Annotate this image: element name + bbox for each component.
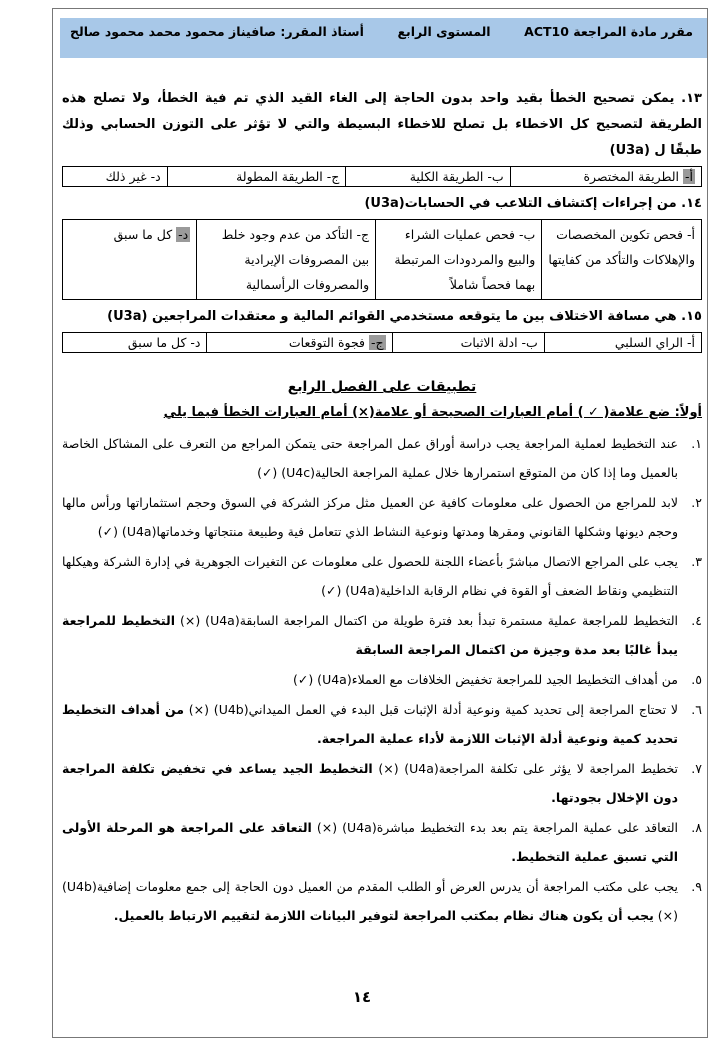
course-level: المستوى الرابع [397,24,491,39]
page-header [60,18,707,58]
page-content [62,86,702,931]
question-15: ١٥. هي مسافة الاختلاف بين ما يتوقعه مستخدمي القوائم المالية و معتقدات المراجعين (U3a) [107,309,702,324]
list-item: ٩. يجب على مكتب المراجعة أن يدرس العرض أو الطلب المقدم من العميل دون الحاجة إلى جمع معلومات إضافية(U4b) (×) يجب أن يكون هناك نظام بمكتب المراجعة لتوفير البيانات اللازمة لتقييم الارتباط بالعميل. [62,879,702,923]
list-item: ٤. التخطيط للمراجعة عملية مستمرة تبدأ بعد فترة طويلة من اكتمال المراجعة السابقة(U4a) (×) التخطيط للمراجعة يبدأ غالبًا بعد مدة وجيزة من اكتمال المراجعة السابقة [62,613,702,657]
statement-list [62,429,702,930]
option-d: د- كل ما سبق [63,333,207,353]
course-title: مقرر مادة المراجعة ACT10 [524,24,693,39]
option-b: ب- ادلة الاثبات [392,333,544,353]
section-title: تطبيقات على الفصل الرابع [287,379,477,395]
option-c: ج- الطريقة المطولة [167,167,346,187]
instruction-text: : ضع علامة( ✓ ) أمام العبارات الصحيحة أو علامة(×) أمام العبارات الخطأ فيما يلي [163,405,680,420]
option-a: أ- الراي السلبي [544,333,701,353]
question-15-options [62,332,702,353]
list-item: ٥. من أهداف التخطيط الجيد للمراجعة تخفيض الخلافات مع العملاء(U4a) (✓) [292,672,702,687]
option-b: ب- فحص عمليات الشراء والبيع والمردودات المرتبطة بهما فحصاً شاملاً [376,220,542,300]
option-c: ج- فجوة التوقعات [207,333,392,353]
answer-marker: أ- [685,169,693,184]
question-14-options [62,219,702,300]
page-number: ١٤ [352,988,372,1006]
option-d: د- كل ما سبق [63,220,197,300]
option-d: د- غير ذلك [63,167,168,187]
list-item: ٣. يجب على المراجع الاتصال مباشرً بأعضاء اللجنة للحصول على معلومات عن التغيرات الجوهرية في إدارة الشركة وهيكلها التنظيمي ونقاط الضعف أو القوة في نظام الرقابة الداخلية(U4a) (✓) [62,554,702,598]
option-c: ج- التأكد من عدم وجود خلط بين المصروفات الإيرادية والمصروفات الرأسمالية [197,220,376,300]
option-a: أ- فحص تكوين المخصصات والإهلاكات والتأكد من كفايتها [542,220,702,300]
option-a: أ- الطريقة المختصرة [510,167,701,187]
list-item: ٦. لا تحتاج المراجعة إلى تحديد كمية ونوعية أدلة الإثبات قبل البدء في العمل الميداني(U4b) (×) من أهداف التخطيط تحديد كمية ونوعية أدلة الإثبات اللازمة لأداء عملية المراجعة. [62,702,702,746]
list-item: ٨. التعاقد على عملية المراجعة يتم بعد بدء التخطيط مباشرة(U4a) (×) التعاقد على المراجعة هو المرحلة الأولى التي تسبق عملية التخطيط. [62,820,702,864]
list-item: ١. عند التخطيط لعملية المراجعة يجب دراسة أوراق عمل المراجعة حتى يتمكن المراجع من التعرف على المشاكل الخاصة بالعميل وما إذا كان من المتوقع استمرارها خلال عملية المراجعة الحالية(U4c) (✓) [62,436,702,480]
section-instruction [62,401,702,425]
answer-marker: د- [178,227,189,242]
answer-marker: ج- [370,335,384,350]
question-13: ١٣. يمكن تصحيح الخطأ بقيد واحد بدون الحاجة إلى الغاء القيد الذي تم فية الخطأ، ولا تصلح هذه الطريقة لتصحيح كل الاخطاء بل تصلح للاخطاء البسيطة والتي لا تؤثر على التوزن الحسابي وذلك طبقًا ل (U3a) [62,91,702,158]
list-item: ٢. لابد للمراجع من الحصول على معلومات كافية عن العميل مثل مركز الشركة في السوق وحجم استثماراتها ورأس مالها وحجم ديونها وشكلها القانوني ومقرها ومدتها ونوعية النشاط الذي تتعامل فية وطبيعة منتجاتها وخدماتها(U4a) (✓) [62,495,702,539]
instructor-name: أستاذ المقرر: صافيناز محمود محمد محمود صالح [70,24,364,39]
question-13-options [62,166,702,187]
instruction-lead: أولاً [679,405,702,420]
list-item: ٧. تخطيط المراجعة لا يؤثر على تكلفة المراجعة(U4a) (×) التخطيط الجيد يساعد في تخفيض تكلفة المراجعة دون الإخلال بجودتها. [62,761,702,805]
question-14: ١٤. من إجراءات إكتشاف التلاعب في الحسابات(U3a) [364,196,702,211]
option-b: ب- الطريقة الكلية [346,167,510,187]
